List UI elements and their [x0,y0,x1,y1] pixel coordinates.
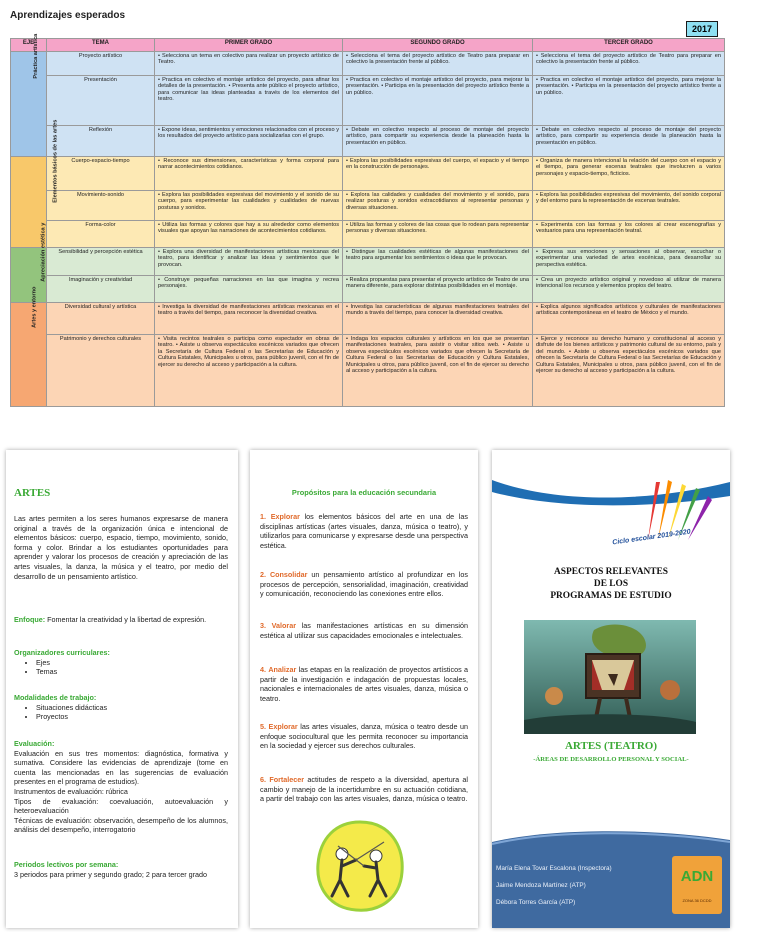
cover-title [492,566,730,602]
cover-title-line: PROGRAMAS DE ESTUDIO [550,591,672,601]
proposito-verb: Explorar [270,512,300,521]
tipos-text: Tipos de evaluación: coevaluación, autoevaluación y heteroevaluación [14,796,228,816]
eje-label: Elementos básicos de las artes [52,119,59,203]
authors-list [496,860,666,911]
author-name: María Elena Tovar Escalona (Inspectora) [496,865,612,872]
grade2-cell: • Explora las posibilidades expresivas del cuerpo, el espacio y el tiempo en la construcción de personajes. [343,157,533,191]
table-row [11,157,725,191]
grade2-cell: • Practica en colectivo el montaje artístico del proyecto, para mejorar la presentación. • Participa en la presentación del proyecto artístico frente a un público. [343,76,533,126]
ciclo-label: Ciclo escolar 2019-2020 [611,528,692,547]
author-name: Débora Torres García (ATP) [496,899,576,906]
tecnicas-text: Técnicas de evaluación: observación, desempeño de los alumnos, análisis del desempeño, interrogatorio [14,815,228,835]
proposito-num: 3. [260,621,266,630]
grade3-cell: • Crea un proyecto artístico original y novedoso al utilizar de manera intencional los recursos y elementos propios del teatro. [533,276,725,303]
proposito-verb: Valorar [271,621,297,630]
artes-title: ARTES [14,487,51,499]
eje-label: Práctica artística [33,33,40,79]
logo-subtext: ZONA 36 DCDD [682,898,712,903]
area-subtitle: -ÁREAS DE DESARROLLO PERSONAL Y SOCIAL- [533,756,689,763]
proposito-text: actitudes de respeto a la diversidad, apertura al cambio y manejo de la incertidumbre en su actuación cotidiana, a partir del trabajo con las artes visuales, danza, música o teatro. [260,775,468,804]
proposito-item [260,570,468,599]
fencers-illustration [312,816,408,914]
author-name: Jaime Mendoza Martínez (ATP) [496,882,586,889]
subject-title: ARTES (TEATRO) [564,740,657,752]
grade3-cell: • Practica en colectivo el montaje artístico del proyecto, para mejorar la presentación. • Participa en la presentación del proyecto artístico frente a un público. [533,76,725,126]
grade3-cell: • Organiza de manera intencional la relación del cuerpo con el espacio y el tiempo, para generar escenas teatrales que involucren a varios personajes y espacio-tiempo, ficticios. [533,157,725,191]
theater-painting [524,620,696,734]
tema-cell: Forma-color [47,221,155,248]
tema-cell: Reflexión [47,126,155,157]
proposito-num: 5. [260,722,266,731]
header-segundo: SEGUNDO GRADO [343,39,533,52]
cover-title-line: DE LOS [593,579,629,589]
grade3-cell: • Selecciona el tema del proyecto artístico de Teatro para preparar en colectivo la presentación frente al público. [533,52,725,76]
proposito-verb: Explorar [268,722,298,731]
header-tema: TEMA [47,39,155,52]
list-item: • Ejes [36,658,228,668]
periodos-text: 3 periodos para primer y segundo grado; 2 para tercer grado [14,869,207,879]
year-badge: 2017 [686,21,718,37]
logo-text: ADN [680,868,714,885]
proposito-text: los elementos básicos del arte en una de las disciplinas artísticas (artes visuales, danza, música o teatro), y utilizarlos para comunicarse y expresarse desde una perspectiva estética. [260,512,469,550]
artes-intro: Las artes permiten a los seres humanos expresarse de manera original a través de la organización única e intencional de elementos básicos: cuerpo, espacio, tiempo, movimiento, sonido, forma y color. Brindar a los estudiantes oportunidades para aprender y valorar los procesos de creación y apreciación de las artes visuales, la danza, la música y el teatro, por medio del desarrollo de un pensamiento artístico. [14,514,228,581]
table-row [11,52,725,76]
cover-title-line: ASPECTOS RELEVANTES [553,567,669,577]
grade1-cell: • Explora una diversidad de manifestaciones artísticas mexicanas del teatro, para identificar y analizar las ideas y sentimientos que le provocan. [155,248,343,276]
grade2-cell: • Distingue las cualidades estéticas de algunas manifestaciones del teatro para argumentar los sentimientos o ideas que le provocan. [343,248,533,276]
cover-panel [492,450,730,928]
instrumentos-text: Instrumentos de evaluación: rúbrica [14,786,128,796]
list-item: • Situaciones didácticas [36,703,228,713]
grade1-cell: • Reconoce sus dimensiones, características y forma corporal para narrar acontecimientos cotidianos. [155,157,343,191]
grade2-cell: • Debate en colectivo respecto al proceso de montaje del proyecto artístico, para compartir su experiencia desde la planeación hasta la presentación en público. [343,126,533,157]
proposito-num: 2. [260,570,266,579]
grade1-cell: • Explora las posibilidades expresivas del movimiento y el sonido de su cuerpo, para experimentar las cualidades y cualidades de nuevas posturas y sonidos. [155,191,343,221]
proposito-item [260,512,468,550]
proposito-item [260,722,468,751]
grade2-cell: • Explora las calidades y cualidades del movimiento y el sonido, para realizar posturas y sonidos extracotidianos al representar personas y diversas situaciones. [343,191,533,221]
grade3-cell: • Ejerce y reconoce su derecho humano y constitucional al acceso y disfrute de los bienes artísticos y patrimonio cultural de su entorno, país y del mundo. • Asiste u observa espectáculos escénicos variados que ofrecen la Secretaría de Cultura Federal o las Secretarías de Educación y Cultura Estatales, Municipales u otros, para público juvenil, con el fin de ejercer su derecho al acceso y participación a la cultura. [533,335,725,407]
tema-cell: Patrimonio y derechos culturales [47,335,155,407]
eje-label: Artes y entorno [31,286,38,328]
evaluacion-text: Evaluación en sus tres momentos: diagnóstica, formativa y sumativa. Considere las evidencias de aprendizaje (tome en cuenta las mencionadas en las sugerencias de evaluación presentes en el programa de estudios). [14,748,228,787]
tema-cell: Sensibilidad y percepción estética [47,248,155,276]
table-row [11,248,725,276]
proposito-text: un pensamiento artístico al profundizar en los procesos de percepción, sensorialidad, imaginación, creatividad y comunicación, reconociendo las conexiones entre ellos. [260,570,469,599]
proposito-text: las etapas en la realización de proyectos artísticos a partir de la investigación e indagación de propuestas locales, nacionales e internacionales de artes visuales, danza, música o teatro. [260,665,468,703]
grade2-cell: • Investiga las características de algunas manifestaciones teatrales del mundo a través del tiempo, para conocer la diversidad creativa. [343,303,533,335]
organizadores-label: Organizadores curriculares: [14,648,110,657]
propositos-title: Propósitos para la educación secundaria [291,488,437,497]
enfoque-block [14,615,228,625]
enfoque-label: Enfoque: [14,615,46,624]
grade3-cell: • Explica algunos significados artísticos y culturales de manifestaciones artísticas contemporáneas en el teatro de México y el mundo. [533,303,725,335]
grade2-cell: • Selecciona el tema del proyecto artístico de Teatro para preparar en colectivo la presentación frente al público. [343,52,533,76]
proposito-num: 4. [260,665,266,674]
grade3-cell: • Debate en colectivo respecto al proceso de montaje del proyecto artístico, para compartir su experiencia desde la planeación hasta la presentación en público. [533,126,725,157]
tema-cell: Cuerpo-espacio-tiempo [47,157,155,191]
list-item: • Proyectos [36,712,228,722]
grade1-cell: • Expone ideas, sentimientos y emociones relacionados con el proceso y los resultados del proyecto artístico para socializarlas con el grupo. [155,126,343,157]
table-row [11,221,725,248]
proposito-item [260,775,468,804]
tema-cell: Imaginación y creatividad [47,276,155,303]
proposito-num: 6. [260,775,266,784]
eje-cell [11,286,47,407]
tema-cell: Movimiento-sonido [47,191,155,221]
table-row [11,335,725,407]
grade3-cell: • Expresa sus emociones y sensaciones al observar, escuchar o experimentar una variedad de artes escénicas, para desarrollar su perspectiva estética. [533,248,725,276]
list-item: • Temas [36,667,228,677]
proposito-verb: Analizar [268,665,297,674]
table-title: Aprendizajes esperados [10,10,126,21]
periodos-block [14,860,228,879]
adn-logo [672,856,722,914]
periodos-label: Periodos lectivos por semana: [14,860,119,869]
eje-cell [11,222,47,303]
grade1-cell: • Construye pequeñas narraciones en las que imagina y recrea personajes. [155,276,343,303]
grade1-cell: • Utiliza las formas y colores que hay a su alrededor como elementos visuales que apoyan las narraciones de acontecimientos cotidianos. [155,221,343,248]
proposito-item [260,665,468,703]
header-eje: EJE [11,39,47,52]
grade3-cell: • Explora las posibilidades expresivas del movimiento, del sonido corporal y del entorno para la representación de escenas teatrales. [533,191,725,221]
propositos-panel [250,450,478,928]
proposito-text: las manifestaciones artísticas en su dimensión estética al utilizar sus capacidades emocionales e intelectuales. [260,621,469,640]
grade2-cell: • Utiliza las formas y colores de las cosas que lo rodean para representar personas y diversas situaciones. [343,221,533,248]
modalidades-label: Modalidades de trabajo: [14,693,97,702]
proposito-verb: Consolidar [269,570,308,579]
table-header-row [11,39,725,52]
table-row [11,126,725,157]
learning-table [10,33,725,407]
enfoque-text: Fomentar la creatividad y la libertad de expresión. [47,615,207,624]
table-row [11,303,725,335]
evaluacion-block [14,739,228,835]
table-row [11,191,725,221]
modalidades-block [14,693,228,722]
header-tercero: TERCER GRADO [533,39,725,52]
table-row [11,276,725,303]
tema-cell: Proyecto artístico [47,52,155,76]
footer-wave [492,828,730,854]
proposito-num: 1. [260,512,266,521]
grade2-cell: • Indaga los espacios culturales y artísticos en los que se presentan manifestaciones teatrales, para asistir o visitar sitios web. • Asiste u observa espectáculos escénicos variados que ofrecen la Secretaría de Cultura Federal o las Secretarías de Educación y Cultura Estatales, Municipales u otros, para público juvenil, con el fin de ejercer su derecho al acceso y participación a la cultura. [343,335,533,407]
proposito-text: las artes visuales, danza, música o teatro desde un enfoque sociocultural que les permita reconocer su importancia en la sociedad y ejercer sus derechos culturales. [260,722,468,751]
grade1-cell: • Visita recintos teatrales o participa como espectador en obras de teatro. • Asiste u observa espectáculos escénicos variados que ofrecen la Secretaría de Cultura Federal o las Secretarías de Educación y Cultura Estatales, Municipales u otros, para público juvenil, con el fin de ejercer su derecho al acceso y participación a la cultura. [155,335,343,407]
organizadores-block [14,648,228,677]
tema-cell: Presentación [47,76,155,126]
evaluacion-label: Evaluación: [14,739,55,748]
grade2-cell: • Realiza propuestas para presentar el proyecto artístico de Teatro de una manera diferente, para explorar distintas posibilidades en el montaje. [343,276,533,303]
eje-label: Apreciación estética y [40,222,47,282]
header-primero: PRIMER GRADO [155,39,343,52]
tema-cell: Diversidad cultural y artística [47,303,155,335]
table-row [11,76,725,126]
grade1-cell: • Investiga la diversidad de manifestaciones artísticas mexicanas en el teatro a través del tiempo, para reconocer la diversidad creativa. [155,303,343,335]
proposito-item [260,621,468,640]
proposito-verb: Fortalecer [269,775,305,784]
grade1-cell: • Practica en colectivo el montaje artístico del proyecto, para afinar los detalles de la presentación. • Presenta ante público el proyecto artístico, para comunicar las ideas planteadas a través de los elementos del teatro. [155,76,343,126]
artes-panel [6,450,238,928]
grade3-cell: • Experimenta con las formas y los colores al crear escenografías y vestuarios para una representación teatral. [533,221,725,248]
grade1-cell: • Selecciona un tema en colectivo para realizar un proyecto artístico de Teatro. [155,52,343,76]
